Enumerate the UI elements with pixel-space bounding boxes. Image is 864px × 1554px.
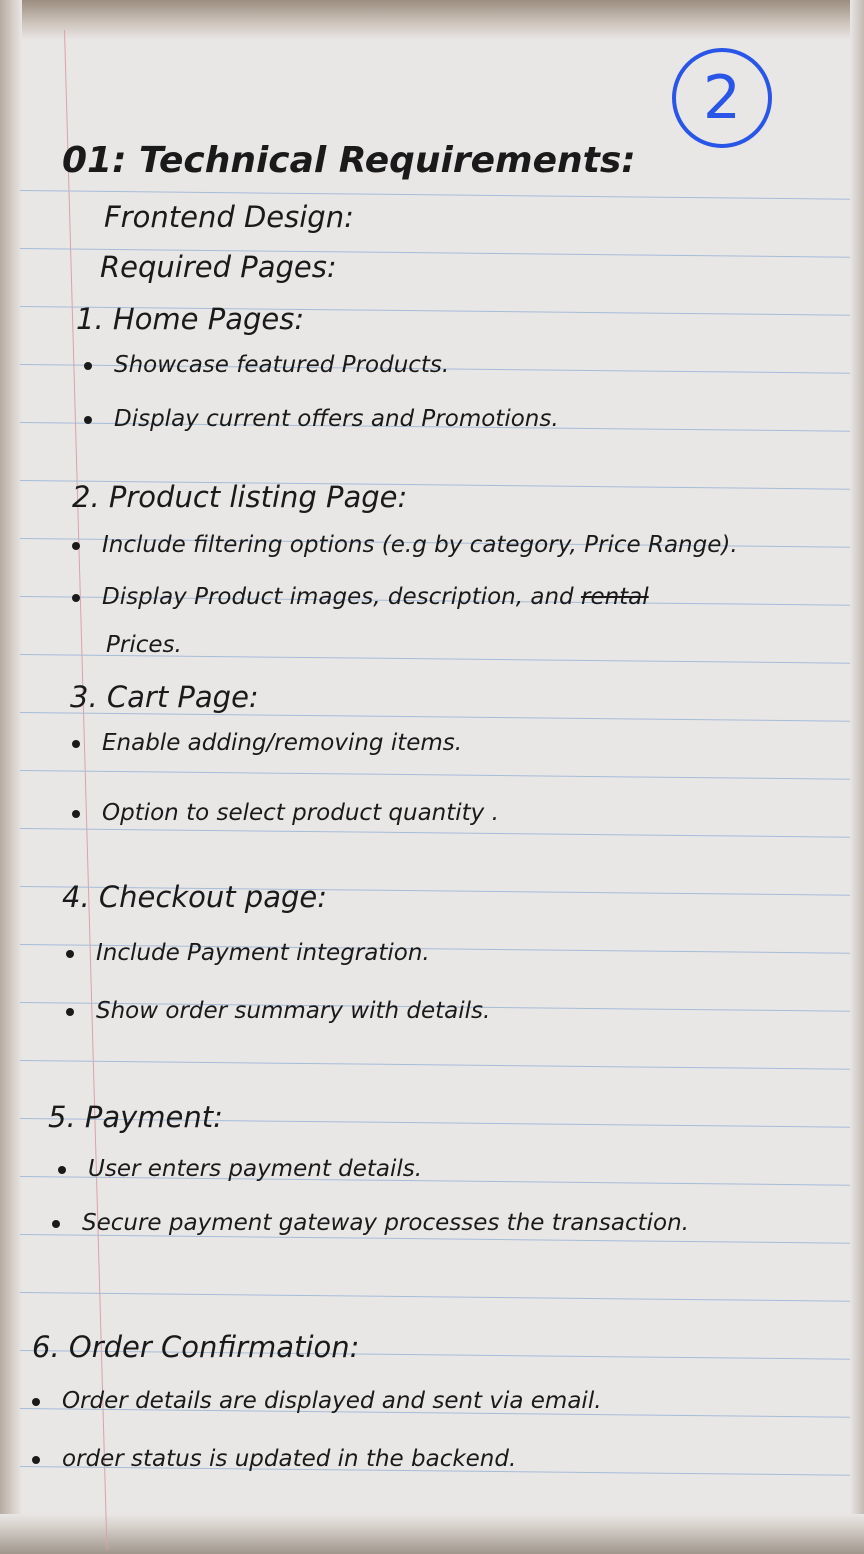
page-number: 2 — [702, 63, 742, 133]
bullet — [58, 1166, 66, 1174]
list-item-continuation: Prices. — [106, 632, 182, 658]
bullet — [32, 1456, 40, 1464]
section-heading: 1. Home Pages: — [76, 302, 305, 336]
bullet — [72, 542, 80, 550]
list-item: Include filtering options (e.g by category, Price Range). — [72, 532, 738, 558]
section-heading: 3. Cart Page: — [70, 680, 259, 714]
bullet — [84, 416, 92, 424]
list-item: Display Product images, description, and rental — [72, 584, 649, 610]
list-item: Enable adding/removing items. — [72, 730, 462, 756]
page-binding — [0, 0, 22, 1554]
list-item: Order details are displayed and sent via email. — [32, 1388, 602, 1414]
bullet — [72, 740, 80, 748]
ruled-line — [20, 1292, 850, 1302]
page-number-circle — [672, 48, 772, 148]
subtitle-pages: Required Pages: — [100, 250, 337, 284]
list-item: Showcase featured Products. — [84, 352, 449, 378]
bottom-shadow — [0, 1514, 864, 1554]
section-heading: 2. Product listing Page: — [72, 480, 408, 514]
bullet — [72, 594, 80, 602]
list-item: Secure payment gateway processes the transaction. — [52, 1210, 689, 1236]
bullet — [32, 1398, 40, 1406]
section-heading: 5. Payment: — [48, 1100, 223, 1134]
list-item: Option to select product quantity . — [72, 800, 499, 826]
ruled-line — [20, 190, 850, 200]
ruled-line — [20, 770, 850, 780]
ruled-line — [20, 828, 850, 838]
right-shadow — [850, 0, 864, 1554]
section-heading: 6. Order Confirmation: — [32, 1330, 360, 1364]
list-item: Display current offers and Promotions. — [84, 406, 559, 432]
bullet — [66, 1008, 74, 1016]
top-shadow — [0, 0, 864, 40]
bullet — [84, 362, 92, 370]
list-item: Include Payment integration. — [66, 940, 430, 966]
ruled-line — [20, 1060, 850, 1070]
bullet — [72, 810, 80, 818]
struck-word: rental — [580, 584, 649, 610]
page-title: 01: Technical Requirements: — [62, 140, 636, 181]
list-item: User enters payment details. — [58, 1156, 422, 1182]
section-heading: 4. Checkout page: — [62, 880, 328, 914]
bullet — [52, 1220, 60, 1228]
bullet — [66, 950, 74, 958]
subtitle-frontend: Frontend Design: — [104, 200, 354, 234]
list-item: order status is updated in the backend. — [32, 1446, 516, 1472]
list-item: Show order summary with details. — [66, 998, 490, 1024]
